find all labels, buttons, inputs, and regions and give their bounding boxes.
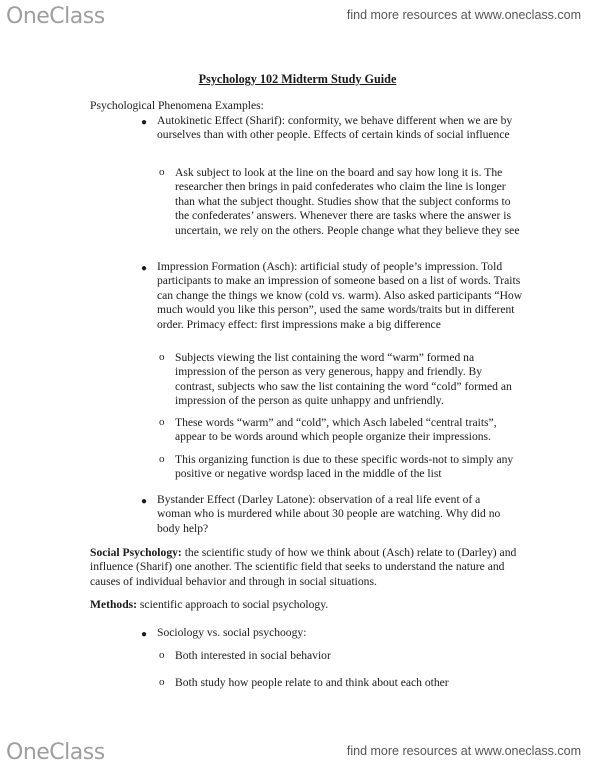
circle-bullet-icon: o (159, 166, 165, 178)
circle-bullet-icon: o (159, 453, 165, 465)
bullet-icon: ● (141, 263, 148, 274)
circle-bullet-icon: o (159, 416, 165, 428)
sub-item: Ask subject to look at the line on the board and say how long it is. The researcher then brings in paid confederates who claim the line is longer than what the subject thought. Studies show that the subject conforms to the confederates’ answers. Whenever there are tasks where the answer is uncertain, we rely on the others. People change what they believe they see (175, 166, 520, 237)
sub-item: Subjects viewing the list containing the word “warm” formed na impression of the person as very generous, happy and friendly. By contrast, subjects who saw the list containing the word “cold” formed an impression of the person as quite unhappy and unfriendly. (175, 351, 512, 408)
sub-item: This organizing function is due to these specific words-not to simply any positive or negative wordsp laced in the middle of the list (175, 453, 514, 481)
list-item-bystander: Bystander Effect (Darley Latone): observation of a real life event of a woman who is murdered while about 30 people are watching. Why did no body help? (157, 493, 501, 535)
page-title: Psychology 102 Midterm Study Guide (198, 72, 397, 86)
methods-label: Methods: (90, 598, 138, 611)
social-psychology-label: Social Psychology: (90, 546, 182, 559)
methods-text: scientific approach to social psychology. (137, 598, 329, 611)
methods-definition (90, 598, 518, 612)
footer-bar (0, 736, 595, 770)
header-bar (0, 0, 595, 34)
oneclass-logo[interactable]: OneClass (6, 4, 105, 29)
social-psychology-text: the scientific study of how we think about (Asch) relate to (Darley) and influence (Sharif) one another. The scientific field that seeks to understand the nature and causes of individual behavior and through in social situations. (90, 546, 517, 588)
circle-bullet-icon: o (159, 676, 165, 688)
social-psychology-definition (90, 546, 518, 589)
bullet-icon: ● (141, 629, 148, 640)
intro-heading: Psychological Phenomena Examples: (90, 99, 264, 112)
circle-bullet-icon: o (159, 649, 165, 661)
sub-item: Both interested in social behavior (175, 649, 331, 662)
resources-link[interactable]: find more resources at www.oneclass.com (346, 744, 581, 758)
list-item-sociology: Sociology vs. social psychoogy: (157, 626, 307, 639)
sub-item: Both study how people relate to and think about each other (175, 676, 449, 689)
sub-item: These words “warm” and “cold”, which Asch labeled “central traits”, appear to be words around which people organize their impressions. (175, 416, 497, 444)
bullet-icon: ● (141, 496, 148, 507)
oneclass-logo[interactable]: OneClass (6, 740, 105, 765)
resources-link[interactable]: find more resources at www.oneclass.com (346, 8, 581, 22)
list-item-autokinetic: Autokinetic Effect (Sharif): conformity, we behave different when we are by ourselves than with other people. Effects of certain kinds of social influence (157, 114, 513, 142)
list-item-impression: Impression Formation (Asch): artificial study of people’s impression. Told participants to make an impression of someone based on a list of words. Traits can change the things we know (cold vs. warm). Also asked participants “How much would you like this person”, used the same words/traits but in different order. Primacy effect: first impressions make a big difference (157, 260, 523, 331)
bullet-icon: ● (141, 117, 148, 128)
circle-bullet-icon: o (159, 351, 165, 363)
